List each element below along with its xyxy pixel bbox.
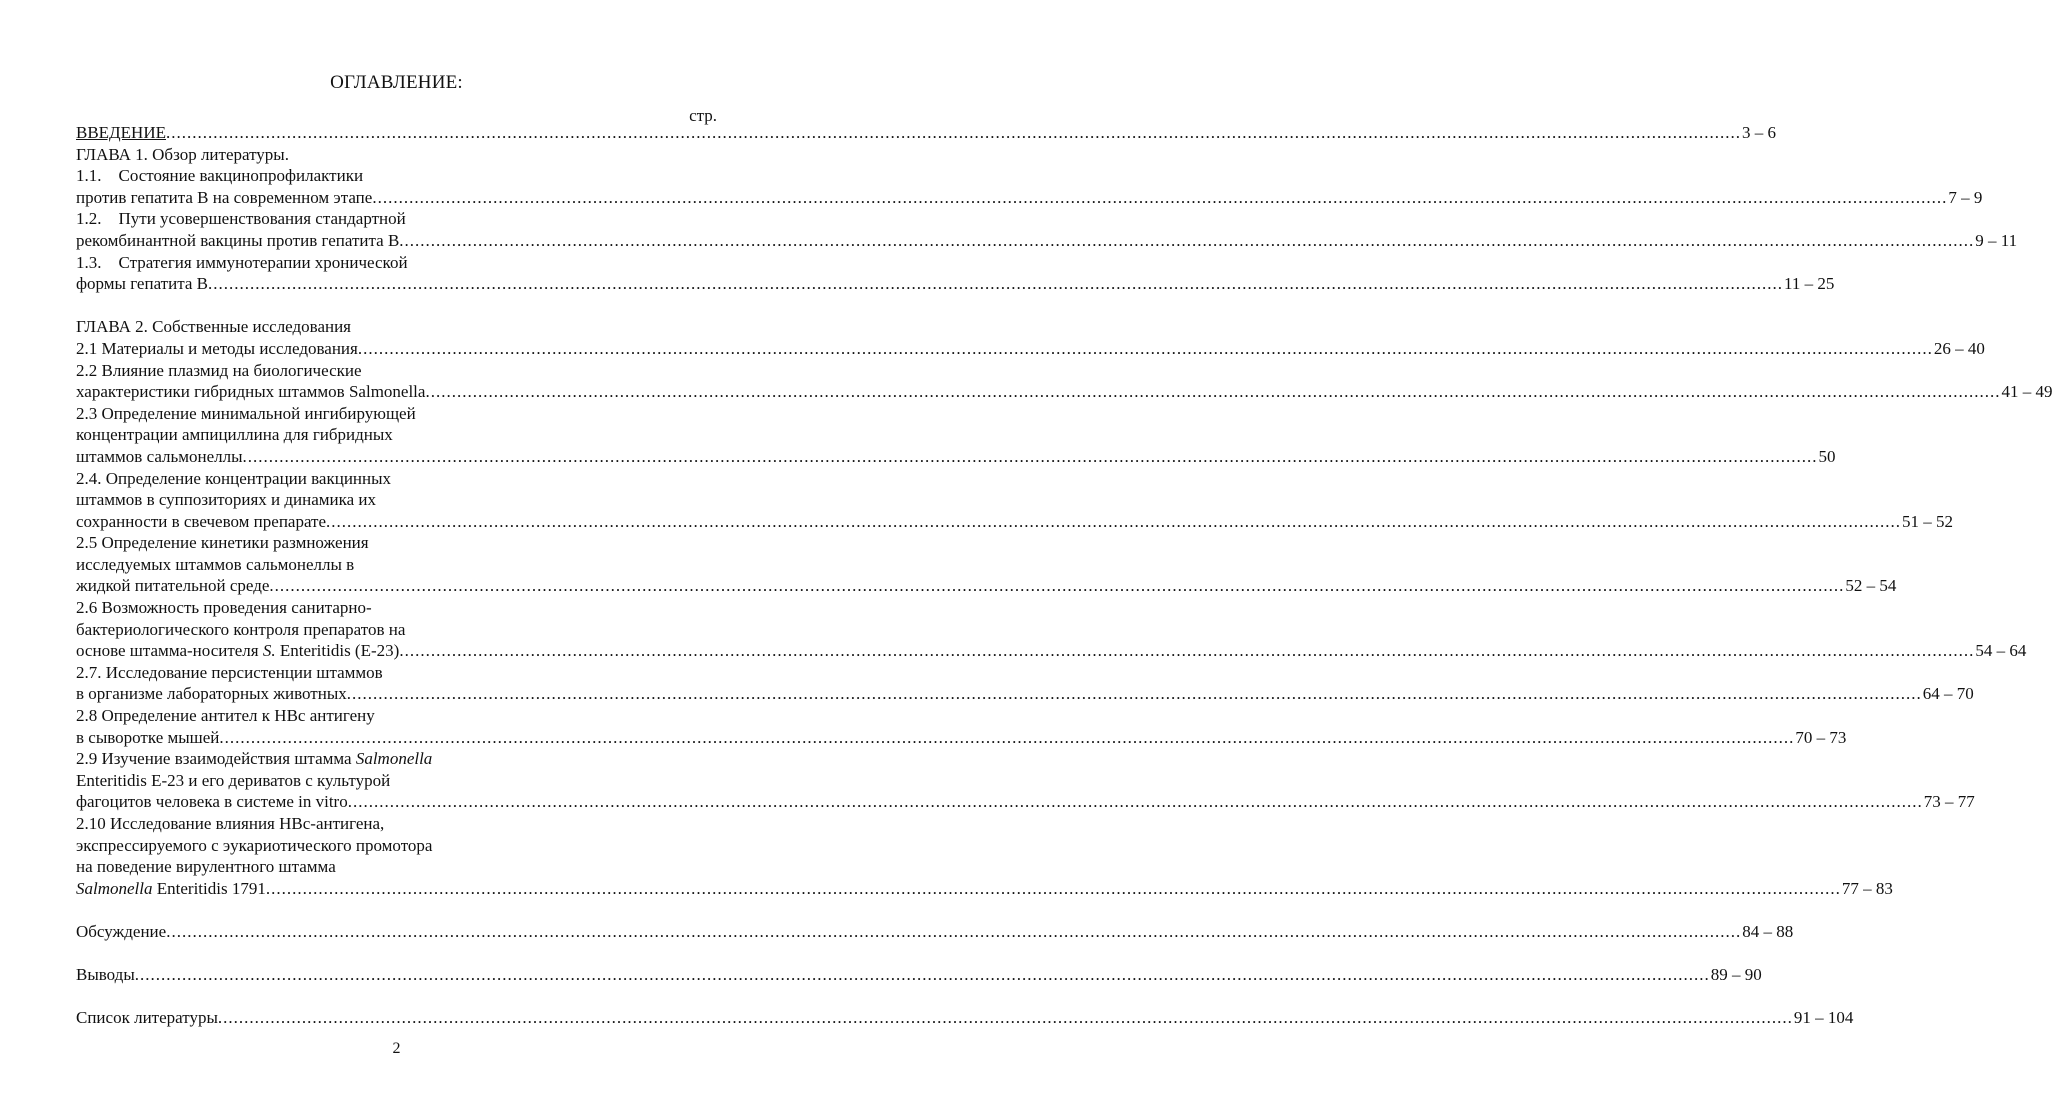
toc-leader-dots: ............................................................................................................................................................................................................................................................................................................ bbox=[219, 727, 1795, 747]
toc-entry-text: 2.2 Влияние плазмид на биологические bbox=[76, 360, 362, 380]
toc-page-range: 73 – 77 bbox=[1923, 792, 1975, 812]
toc-entry-text: в сыворотке мышей bbox=[76, 727, 220, 747]
toc-line[interactable] bbox=[76, 791, 1975, 813]
toc-line bbox=[76, 316, 717, 338]
toc-leader-dots: ............................................................................................................................................................................................................................................................................................................ bbox=[166, 921, 1742, 941]
toc-entry-text: формы гепатита В bbox=[76, 274, 208, 294]
toc-page-range: 3 – 6 bbox=[1741, 123, 1776, 142]
toc-line[interactable] bbox=[76, 727, 1847, 749]
toc-line bbox=[76, 813, 717, 835]
toc-entry-text: 2.6 Возможность проведения санитарно- bbox=[76, 598, 372, 618]
toc-line bbox=[76, 489, 717, 511]
toc-leader-dots: ............................................................................................................................................................................................................................................................................................................ bbox=[372, 187, 1948, 207]
toc-entry-text: 1.2. Пути усовершенствования стандартной bbox=[76, 209, 406, 229]
toc-line[interactable] bbox=[76, 575, 1897, 597]
toc-line[interactable] bbox=[76, 640, 2027, 662]
toc-page-range: 84 – 88 bbox=[1742, 921, 1794, 941]
toc-page-range: 91 – 104 bbox=[1793, 1008, 1854, 1028]
toc-page-range: 7 – 9 bbox=[1948, 187, 1983, 207]
toc-line bbox=[76, 748, 717, 770]
toc-page-range: 50 bbox=[1818, 446, 1836, 466]
toc-entry-text: основе штамма-носителя S. Enteritidis (Е-23) bbox=[76, 641, 400, 661]
toc-entry-text: в организме лабораторных животных bbox=[76, 684, 347, 704]
toc-page-range: 26 – 40 bbox=[1933, 338, 1985, 358]
toc-line[interactable] bbox=[76, 338, 1985, 360]
toc-leader-dots: ............................................................................................................................................................................................................................................................................................................ bbox=[399, 230, 1975, 250]
toc-page-range: 54 – 64 bbox=[1975, 641, 2027, 661]
toc-leader-dots: ............................................................................................................................................................................................................................................................................................................ bbox=[347, 792, 1923, 812]
toc-leader-dots: ............................................................................................................................................................................................................................................................................................................ bbox=[399, 641, 1975, 661]
toc-line[interactable] bbox=[76, 446, 1836, 468]
toc-entry-text: 2.9 Изучение взаимодействия штамма Salmonella bbox=[76, 749, 433, 769]
toc-line[interactable] bbox=[76, 381, 2052, 403]
toc-entry-text: концентрации ампициллина для гибридных bbox=[76, 425, 393, 445]
toc-leader-dots: ............................................................................................................................................................................................................................................................................................................ bbox=[217, 1008, 1793, 1028]
toc-page-range: 77 – 83 bbox=[1841, 878, 1893, 898]
toc-entry-text: экспрессируемого с эукариотического промотора bbox=[76, 835, 433, 855]
toc-entry-text: штаммов сальмонеллы bbox=[76, 446, 243, 466]
toc-entry-text: Обсуждение bbox=[76, 921, 167, 941]
toc-line[interactable] bbox=[76, 878, 1893, 900]
toc-entry-text: против гепатита В на современном этапе bbox=[76, 187, 373, 207]
toc-line bbox=[76, 532, 717, 554]
toc-entry-text: 2.1 Материалы и методы исследования bbox=[76, 338, 358, 358]
page-title: ОГЛАВЛЕНИЕ: bbox=[330, 72, 463, 93]
toc-entry-text: ВВЕДЕНИЕ bbox=[76, 123, 166, 142]
toc-entry-text: ГЛАВА 1. Обзор литературы. bbox=[76, 144, 289, 164]
toc-page-range: 64 – 70 bbox=[1922, 684, 1974, 704]
toc-entry-text: исследуемых штаммов сальмонеллы в bbox=[76, 554, 355, 574]
toc-page-range: 41 – 49 bbox=[2001, 382, 2052, 402]
toc-spacer bbox=[76, 899, 717, 921]
toc-line bbox=[76, 554, 717, 576]
toc-entry-text: 2.5 Определение кинетики размножения bbox=[76, 533, 369, 553]
toc-line[interactable] bbox=[76, 511, 1954, 533]
toc-entry-text: 1.1. Состояние вакцинопрофилактики bbox=[76, 166, 364, 186]
toc-leader-dots: ............................................................................................................................................................................................................................................................................................................ bbox=[265, 878, 1841, 898]
toc-entry-text: фагоцитов человека в системе in vitro bbox=[76, 792, 348, 812]
toc-page-range: 89 – 90 bbox=[1710, 965, 1762, 985]
toc-spacer bbox=[76, 986, 717, 1008]
toc-line[interactable] bbox=[76, 187, 1983, 209]
toc-entry-text: 2.7. Исследование персистенции штаммов bbox=[76, 662, 383, 682]
toc-line[interactable] bbox=[76, 122, 1776, 144]
toc-entry-text: жидкой питательной среде bbox=[76, 576, 270, 596]
toc-leader-dots: ............................................................................................................................................................................................................................................................................................................ bbox=[134, 965, 1710, 985]
toc-entry-text: 2.3 Определение минимальной ингибирующей bbox=[76, 403, 416, 423]
toc-line bbox=[76, 144, 717, 166]
toc-leader-dots: ............................................................................................................................................................................................................................................................................................................ bbox=[425, 382, 2001, 402]
toc-entry-text: Список литературы bbox=[76, 1008, 218, 1028]
toc-entry-text: Выводы bbox=[76, 965, 135, 985]
toc-entry-text: рекомбинантной вакцины против гепатита В bbox=[76, 230, 400, 250]
toc-spacer bbox=[76, 295, 717, 317]
toc-page-range: 11 – 25 bbox=[1783, 274, 1835, 294]
toc-page-range: 51 – 52 bbox=[1902, 511, 1954, 531]
toc-line bbox=[76, 705, 717, 727]
toc-line bbox=[76, 424, 717, 446]
toc-leader-dots: ............................................................................................................................................................................................................................................................................................................ bbox=[207, 274, 1783, 294]
toc-entry-text: бактериологического контроля препаратов на bbox=[76, 619, 406, 639]
toc-leader-dots: ............................................................................................................................................................................................................................................................................................................ bbox=[165, 123, 1741, 142]
toc-line[interactable] bbox=[76, 683, 1974, 705]
toc-page-range: 70 – 73 bbox=[1795, 727, 1847, 747]
toc-line bbox=[76, 403, 717, 425]
toc-line bbox=[76, 165, 717, 187]
toc-line[interactable] bbox=[76, 273, 1835, 295]
toc-entry-text: на поведение вирулентного штамма bbox=[76, 857, 336, 877]
page-number: 2 bbox=[392, 1040, 401, 1057]
toc-line[interactable] bbox=[76, 964, 1762, 986]
toc-leader-dots: ............................................................................................................................................................................................................................................................................................................ bbox=[346, 684, 1922, 704]
toc-leader-dots: ............................................................................................................................................................................................................................................................................................................ bbox=[357, 338, 1933, 358]
toc-line bbox=[76, 662, 717, 684]
toc-entry-text: 2.4. Определение концентрации вакцинных bbox=[76, 468, 392, 488]
toc-line bbox=[76, 770, 717, 792]
toc-leader-dots: ............................................................................................................................................................................................................................................................................................................ bbox=[242, 446, 1818, 466]
page-column-label: стр. bbox=[689, 106, 717, 125]
toc-entry-text: сохранности в свечевом препарате bbox=[76, 511, 327, 531]
toc-leader-dots: ............................................................................................................................................................................................................................................................................................................ bbox=[269, 576, 1845, 596]
toc-line bbox=[76, 856, 717, 878]
toc-line bbox=[76, 597, 717, 619]
toc-entry-text: 1.3. Стратегия иммунотерапии хронической bbox=[76, 252, 408, 272]
toc-entry-text: штаммов в суппозиториях и динамика их bbox=[76, 490, 377, 510]
toc-entry-text: 2.10 Исследование влияния НВс-антигена, bbox=[76, 814, 385, 833]
toc-line[interactable] bbox=[76, 230, 2018, 252]
toc-line bbox=[76, 835, 717, 857]
toc-line[interactable] bbox=[76, 921, 1794, 943]
toc-line bbox=[76, 252, 717, 274]
toc-line bbox=[76, 468, 717, 490]
toc-page-range: 52 – 54 bbox=[1845, 576, 1897, 596]
toc-line bbox=[76, 619, 717, 641]
toc-entry-text: Salmonella Enteritidis 1791 bbox=[76, 878, 266, 898]
table-of-contents bbox=[76, 122, 2052, 1029]
toc-line bbox=[76, 360, 717, 382]
toc-leader-dots: ............................................................................................................................................................................................................................................................................................................ bbox=[326, 511, 1902, 531]
toc-page-range: 9 – 11 bbox=[1975, 230, 2018, 250]
toc-line[interactable] bbox=[76, 1007, 1854, 1029]
toc-entry-text: Enteritidis Е-23 и его дериватов с культурой bbox=[76, 770, 391, 790]
toc-line bbox=[76, 208, 717, 230]
toc-entry-text: ГЛАВА 2. Собственные исследования bbox=[76, 317, 352, 337]
toc-entry-text: характеристики гибридных штаммов Salmonella bbox=[76, 382, 426, 402]
toc-spacer bbox=[76, 943, 717, 965]
toc-entry-text: 2.8 Определение антител к НВс антигену bbox=[76, 706, 375, 726]
